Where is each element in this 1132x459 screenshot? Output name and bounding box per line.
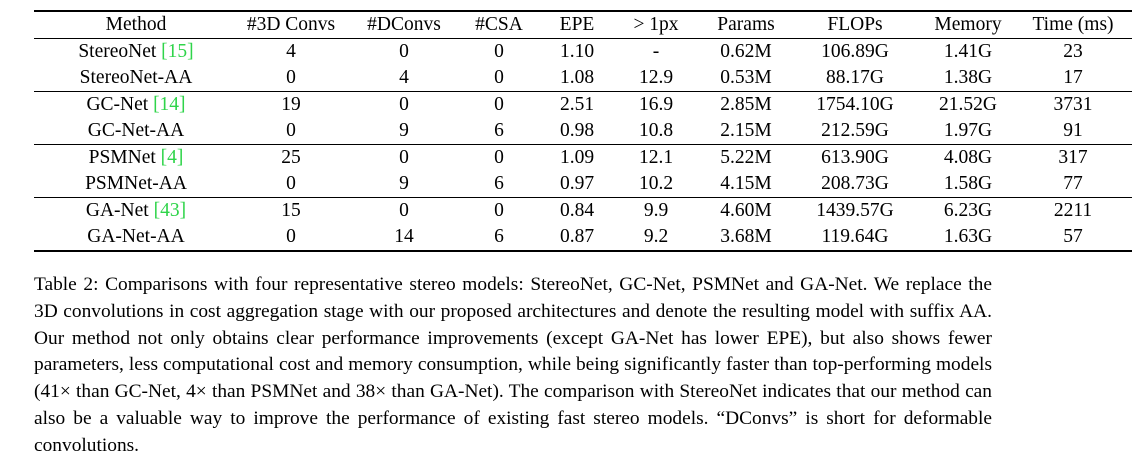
cell-flops: 1439.57G (794, 198, 916, 225)
cell-params: 2.15M (720, 120, 772, 141)
cell-memory: 1.38G (943, 67, 993, 88)
cell-1px: 9.9 (614, 198, 698, 225)
cell-1px: - (652, 41, 660, 62)
table-row (34, 118, 1132, 145)
cell-epe: 1.10 (559, 41, 595, 62)
citation-link[interactable]: [4] (160, 147, 184, 168)
cell-memory: 1.58G (943, 173, 993, 194)
cell-dconvs: 4 (399, 67, 409, 88)
cell-time: 91 (1063, 120, 1083, 141)
citation-link[interactable]: [15] (161, 41, 194, 62)
cell-1px: 10.2 (638, 173, 674, 194)
method-label: StereoNet (78, 41, 157, 62)
cell-epe: 0.98 (559, 120, 595, 141)
header-memory: Memory (916, 11, 1020, 39)
citation-link[interactable]: [14] (153, 94, 186, 115)
cell-1px: 12.1 (614, 145, 698, 172)
cell-time: 317 (1020, 145, 1132, 172)
cell-memory: 1.41G (943, 41, 993, 62)
cell-1px: 12.9 (638, 67, 674, 88)
method-label: GC-Net (86, 94, 149, 115)
cell-memory: 1.97G (943, 120, 993, 141)
citation-link[interactable]: [43] (153, 200, 187, 221)
table-body (34, 39, 1132, 252)
cell-dconvs: 0 (350, 92, 458, 119)
table-row (34, 39, 1132, 66)
cell-csa: 0 (458, 92, 540, 119)
cell-time: 57 (1020, 224, 1132, 251)
cell-params: 5.22M (698, 145, 794, 172)
cell-time: 77 (1063, 173, 1083, 194)
results-table (34, 10, 1132, 252)
header-method: Method (34, 11, 232, 39)
cell-3d-convs: 4 (286, 41, 296, 62)
header-csa: #CSA (458, 11, 540, 39)
cell-csa: 6 (494, 173, 504, 194)
table-row (34, 92, 1132, 119)
cell-csa: 6 (458, 224, 540, 251)
cell-params: 2.85M (698, 92, 794, 119)
cell-3d-convs: 19 (232, 92, 350, 119)
cell-csa: 0 (494, 67, 504, 88)
cell-method (34, 39, 232, 66)
cell-time: 2211 (1020, 198, 1132, 225)
method-label: StereoNet-AA (79, 67, 193, 88)
table-row (34, 65, 1132, 92)
cell-flops: 613.90G (794, 145, 916, 172)
table-row (34, 171, 1132, 198)
cell-time: 17 (1063, 67, 1083, 88)
cell-flops: 119.64G (794, 224, 916, 251)
cell-flops: 106.89G (821, 41, 889, 62)
cell-dconvs: 9 (399, 173, 409, 194)
header-time: Time (ms) (1020, 11, 1132, 39)
cell-csa: 0 (458, 145, 540, 172)
cell-csa: 0 (458, 198, 540, 225)
method-label: PSMNet-AA (85, 173, 187, 194)
table-caption: Table 2: Comparisons with four representative stereo models: StereoNet, GC-Net, PSMNet and GA-Net. We replace the 3D convolutions in cost aggregation stage with our proposed architectures and denote the resulting model with suffix AA. Our method not only obtains clear performance improvements (except GA-Net has lower EPE), but also shows fewer parameters, less computational cost and memory consumption, while being significantly faster than top-performing models (41× than GC-Net, 4× than PSMNet and 38× than GA-Net). The comparison with StereoNet indicates that our method can also be a valuable way to improve the performance of existing fast stereo models. “DConvs” is short for deformable convolutions. (34, 274, 992, 456)
header-params: Params (698, 11, 794, 39)
cell-1px: 9.2 (614, 224, 698, 251)
cell-params: 3.68M (698, 224, 794, 251)
cell-1px: 16.9 (614, 92, 698, 119)
cell-method (34, 118, 232, 145)
cell-dconvs: 9 (399, 120, 409, 141)
table-header (34, 11, 1132, 39)
cell-3d-convs: 0 (286, 67, 296, 88)
cell-method (34, 92, 232, 119)
cell-dconvs: 14 (350, 224, 458, 251)
cell-epe: 1.09 (540, 145, 614, 172)
cell-1px: 10.8 (638, 120, 674, 141)
header-1px: > 1px (614, 11, 698, 39)
cell-epe: 0.87 (540, 224, 614, 251)
cell-epe: 0.84 (540, 198, 614, 225)
cell-flops: 208.73G (821, 173, 889, 194)
table-row (34, 224, 1132, 251)
cell-epe: 2.51 (540, 92, 614, 119)
cell-3d-convs: 15 (232, 198, 350, 225)
cell-3d-convs: 0 (232, 224, 350, 251)
cell-flops: 212.59G (821, 120, 889, 141)
cell-flops: 1754.10G (794, 92, 916, 119)
cell-method (34, 171, 232, 198)
cell-flops: 88.17G (826, 67, 884, 88)
cell-memory: 6.23G (916, 198, 1020, 225)
cell-memory: 4.08G (916, 145, 1020, 172)
method-label: GA-Net-AA (87, 226, 185, 247)
header-3d-convs: #3D Convs (232, 11, 350, 39)
cell-dconvs: 0 (350, 145, 458, 172)
cell-params: 0.62M (720, 41, 772, 62)
cell-method (34, 224, 232, 251)
method-label: PSMNet (88, 147, 156, 168)
method-label: GA-Net (85, 200, 149, 221)
cell-method (34, 65, 232, 92)
method-label: GC-Net-AA (87, 120, 185, 141)
cell-3d-convs: 0 (286, 173, 296, 194)
cell-csa: 6 (494, 120, 504, 141)
cell-time: 23 (1063, 41, 1083, 62)
cell-csa: 0 (494, 41, 504, 62)
cell-epe: 1.08 (559, 67, 595, 88)
header-flops: FLOPs (794, 11, 916, 39)
header-epe: EPE (540, 11, 614, 39)
cell-time: 3731 (1020, 92, 1132, 119)
cell-3d-convs: 25 (232, 145, 350, 172)
header-dconvs: #DConvs (350, 11, 458, 39)
cell-params: 0.53M (720, 67, 772, 88)
cell-memory: 1.63G (916, 224, 1020, 251)
cell-method (34, 198, 232, 225)
cell-3d-convs: 0 (286, 120, 296, 141)
table-header-row (34, 11, 1132, 39)
cell-params: 4.15M (720, 173, 772, 194)
table-row (34, 198, 1132, 225)
cell-memory: 21.52G (916, 92, 1020, 119)
cell-epe: 0.97 (559, 173, 595, 194)
table-row (34, 145, 1132, 172)
cell-params: 4.60M (698, 198, 794, 225)
cell-method (34, 145, 232, 172)
cell-dconvs: 0 (399, 41, 409, 62)
cell-dconvs: 0 (350, 198, 458, 225)
